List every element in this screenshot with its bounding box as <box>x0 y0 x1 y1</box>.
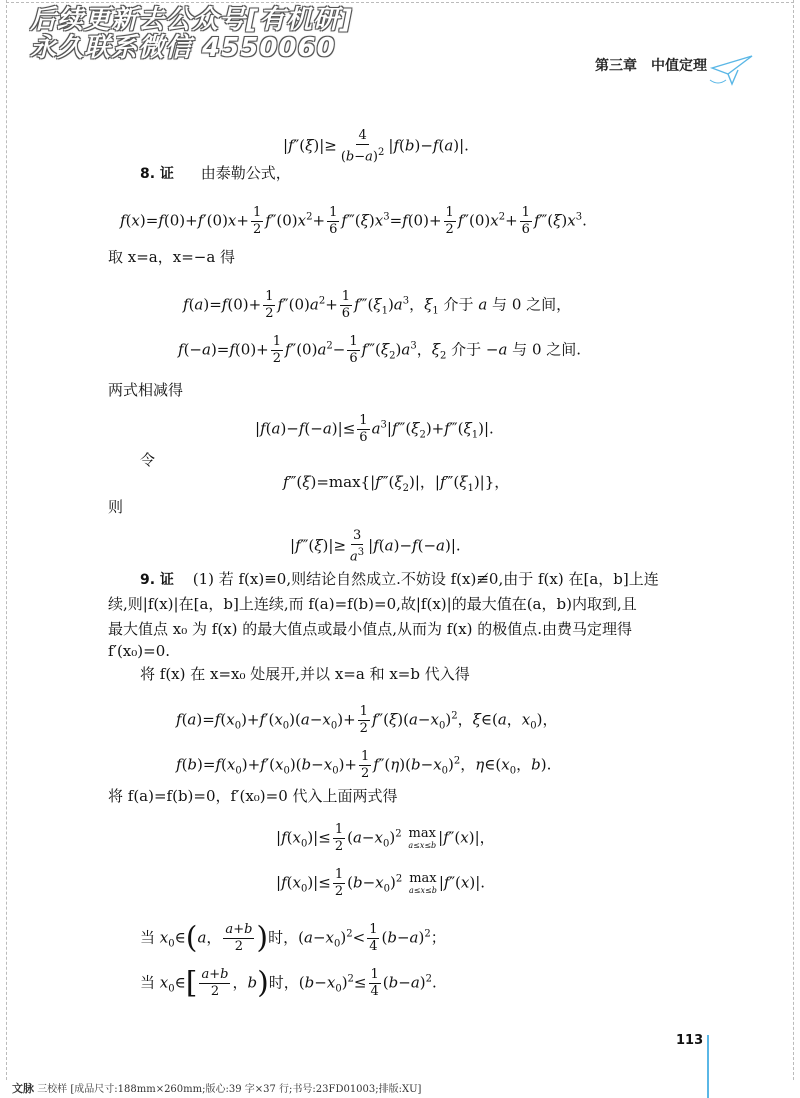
page-border-top <box>6 2 794 3</box>
watermark-line2: 永久联系微信 4550060 <box>30 33 336 63</box>
equation-taylor: f(x)=f(0)+f′(0)x+ $\frac{1}{2}$ $f''(0)x^2+$ $\frac{1}{6}$ $f‴(\xi)x^3=f(0)+$ $\frac{1}{2}$ $f''(0)x^2+$ $\frac{1}{6}$ $f‴(\xi)x^3$. <box>120 205 587 237</box>
proof-9-line5: 将 f(x) 在 x=x₀ 处展开,并以 x=a 和 x=b 代入得 <box>140 665 470 683</box>
proof-9-line2: 续,则|f(x)|在[a，b]上连续,而 f(a)=f(b)=0,故|f(x)|的最大值在(a，b)内取到,且 <box>108 595 637 613</box>
text-then: 则 <box>108 498 124 516</box>
proof-9-line4: f′(x₀)=0. <box>108 642 171 660</box>
proof-9-line1 <box>140 569 659 590</box>
equation-f-neg-a: f(−a)=f(0)+ $\frac{1}{2}$ $f''(0)a^2-$ $\frac{1}{6}$ $f‴(\xi_2)a^3$，$\xi_2$ 介于 −a 与 0 之间. <box>178 334 582 366</box>
footer-brand: 文脉 <box>12 1082 34 1095</box>
proof-9-line3: 最大值点 x₀ 为 f(x) 的最大值点或最小值点,从而为 f(x) 的极值点.由费马定理得 <box>108 620 633 638</box>
proof-8-text: 由泰勒公式， <box>200 164 291 182</box>
equation-taylor-a: $f(a)=f(x_0)+f'(x_0)(a-x_0)+$ $\frac{1}{2}$ $f''(\xi)(a-x_0)^2$，ξ∈(a，$x_0$)， <box>176 704 558 736</box>
page-number-bar <box>707 1035 709 1098</box>
equation-bound-a: $|f(x_0)|\le$ $\frac{1}{2}$ $(a-x_0)^2$ max a≤x≤b |f″(x)|， <box>276 822 495 854</box>
proof-9-line6: 将 f(a)=f(b)=0，f′(x₀)=0 代入上面两式得 <box>108 787 398 805</box>
page-border-left <box>6 0 7 1080</box>
equation-max: $f‴(\xi)=\max\{|f‴(\xi_2)|$，$|f‴(\xi_1)|$}， <box>283 473 510 494</box>
watermark-line1: 后续更新去公众号[有机研] <box>30 5 353 35</box>
equation-bound-b: $|f(x_0)|\le$ $\frac{1}{2}$ $(b-x_0)^2$ max a≤x≤b |f″(x)|. <box>276 867 486 899</box>
watermark <box>30 6 353 62</box>
proof-8-header <box>140 163 291 184</box>
page-border-right <box>793 0 794 1080</box>
equation-result-8: |f‴(ξ)|≥ $\frac{3}{a^3}$ |f(a)−f(−a)|. <box>290 528 461 565</box>
proof-9-label: 9. 证 <box>140 572 174 588</box>
footer-info: 三校样 [成品尺寸:188mm×260mm;版心:39 字×37 行;书号:23FD01003;排版:XU] <box>37 1084 422 1095</box>
proof-8-label: 8. 证 <box>140 166 174 182</box>
equation-1: |f″(ξ)|≥ $\frac{4}{(b-a)^2}$ |f(b)−f(a)|. <box>283 128 469 165</box>
equation-case-2: 当 $x_0\in$[ $\frac{a+b}{2}$ ，b)时，$(b-x_0)^2\le$ $\frac{1}{4}$ $(b-a)^2$. <box>140 965 437 1001</box>
footer <box>12 1080 421 1096</box>
chapter-title: 第三章 中值定理 <box>595 58 707 74</box>
equation-diff: |f(a)−f(−a)|≤ $\frac{1}{6}$ $a^3|f‴(\xi_2)+f‴(\xi_1)|$. <box>255 413 494 445</box>
equation-case-1: 当 $x_0\in(a$， $\frac{a+b}{2}$ )时，$(a-x_0)^2<$ $\frac{1}{4}$ $(b-a)^2$； <box>140 920 446 956</box>
equation-taylor-b: $f(b)=f(x_0)+f'(x_0)(b-x_0)+$ $\frac{1}{2}$ $f''(\eta)(b-x_0)^2$，$\eta\in(x_0$，b). <box>176 749 552 781</box>
text-take-x: 取 x=a，x=−a 得 <box>108 248 236 266</box>
proof-9-text1: (1) 若 f(x)≡0,则结论自然成立.不妨设 f(x)≢0,由于 f(x) 在[a，b]上连 <box>192 570 659 588</box>
text-subtract: 两式相减得 <box>108 381 184 399</box>
equation-fa: f(a)=f(0)+ $\frac{1}{2}$ $f''(0)a^2+$ $\frac{1}{6}$ $f‴(\xi_1)a^3$，$\xi_1$ 介于 a 与 0 之间， <box>183 289 572 321</box>
page-number: 113 <box>676 1033 704 1048</box>
text-let: 令 <box>140 451 156 469</box>
paper-plane-icon <box>708 50 758 90</box>
